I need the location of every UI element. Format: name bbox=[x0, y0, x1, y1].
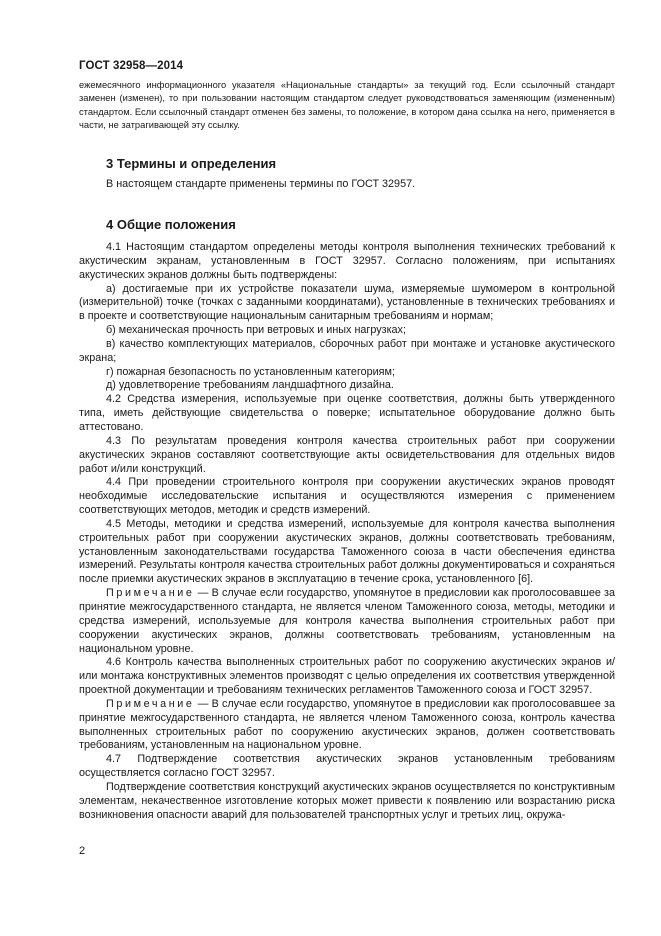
section-4-body bbox=[79, 241, 615, 822]
paragraph-4-4: 4.4 При проведении строительного контроля при сооружении акустических экранов проводят необходимые исследовательские испытания и осуществляются измерения с применением соответствующих методов, методик и средств измерений. bbox=[79, 476, 615, 517]
paragraph-4-3: 4.3 По результатам проведения контроля качества строительных работ при сооружении акустических экранов составляют соответствующие акты освидетельствования для отдельных видов работ и/или конструкций. bbox=[79, 434, 615, 475]
list-item-v: в) качество комплектующих материалов, сборочных работ при монтаже и установке акустического экрана; bbox=[79, 337, 615, 364]
page-content bbox=[79, 79, 615, 822]
document-header: ГОСТ 32958—2014 bbox=[79, 60, 184, 72]
section-3-heading: 3 Термины и определения bbox=[106, 156, 277, 172]
paragraph-4-1: 4.1 Настоящим стандартом определены методы контроля выполнения технических требований к акустическим экранам, установленным в ГОСТ 32957. Согласно положениям, при испытаниях акустических экранов должны быть подтверждены: bbox=[79, 241, 615, 281]
list-item-a: а) достигаемые при их устройстве показатели шума, измеряемые шумомером в контрольной (измерительной) точке (точках с заданными координатами), установленные в технических требованиях и в проекте и соответствующие национальным санитарным требованиям и нормам; bbox=[79, 282, 615, 323]
note-1-text: — В случае если государство, упомянутое в предисловии как проголосовавшее за принятие межгосударственного стандарта, не является членом Таможенного союза, методы, методики и средства измерений, используемые для контроля качества выполнения строительных работ при сооружении акустических экранов, должны соответствовать требованиям, установленным на национальном уровне. bbox=[79, 587, 615, 655]
note-1-label: Примечание bbox=[106, 587, 195, 600]
list-item-d: д) удовлетворение требованиям ландшафтного дизайна. bbox=[106, 379, 394, 392]
note-2-text: — В случае если государство, упомянутое в предисловии как проголосовавшее за принятие межгосударственного стандарта, не является членом Таможенного союза, контроль качества выполненных строительных работ по сооружению акустических экранов, должен соответствовать требованиям, установленным на национальном уровне. bbox=[79, 697, 615, 752]
paragraph-4-7-continued: Подтверждение соответствия конструкций акустических экранов осуществляется по конструктивным элементам, некачественное изготовление которых может привести к появлению или возрастанию риска возникновения опасности аварий для пользователей транспортных услуг и третьих лиц, окружа- bbox=[79, 780, 615, 821]
list-item-g: г) пожарная безопасность по установленным категориям; bbox=[106, 365, 395, 378]
paragraph-4-2: 4.2 Средства измерения, используемые при оценке соответствия, должны быть утвержденного типа, иметь действующие свидетельства о поверке; испытательное оборудование должно быть аттестовано. bbox=[79, 393, 615, 433]
note-1 bbox=[79, 587, 615, 656]
section-3-text: В настоящем стандарте применены термины по ГОСТ 32957. bbox=[106, 178, 416, 191]
paragraph-4-5: 4.5 Методы, методики и средства измерений, используемые для контроля качества выполнения строительных работ при сооружении акустических экранов, должны соответствовать требованиям, установленным законодательствами государства Таможенного союза в части обеспечения единства измерений. Результаты контроля качества строительных работ должны документироваться и сохраняться после приемки акустических экранов в эксплуатацию в течение срока, установленного [6]. bbox=[79, 517, 615, 586]
list-item-b: б) механическая прочность при ветровых и иных нагрузках; bbox=[106, 324, 406, 337]
note-2 bbox=[79, 698, 615, 753]
note-2-label: Примечание bbox=[106, 697, 195, 710]
section-4-heading: 4 Общие положения bbox=[106, 217, 236, 233]
paragraph-4-6: 4.6 Контроль качества выполненных строительных работ по сооружению акустических экранов и/или монтажа конструктивных элементов производят с целью определения их соответствия утвержденной проектной документации и требованиям технических регламентов Таможенного союза и ГОСТ 32957. bbox=[79, 656, 615, 697]
page-number: 2 bbox=[79, 845, 86, 857]
paragraph-4-7: 4.7 Подтверждение соответствия акустических экранов установленным требованиям осуществляется согласно ГОСТ 32957. bbox=[79, 753, 615, 780]
intro-paragraph: ежемесячного информационного указателя «Национальные стандарты» за текущий год. Если ссылочный стандарт заменен (изменен), то при пользовании настоящим стандартом следует руководствоваться заменяющим (измененным) стандартом. Если ссылочный стандарт отменен без замены, то положение, в котором дана ссылка на него, применяется в части, не затрагивающей эту ссылку. bbox=[79, 80, 615, 130]
